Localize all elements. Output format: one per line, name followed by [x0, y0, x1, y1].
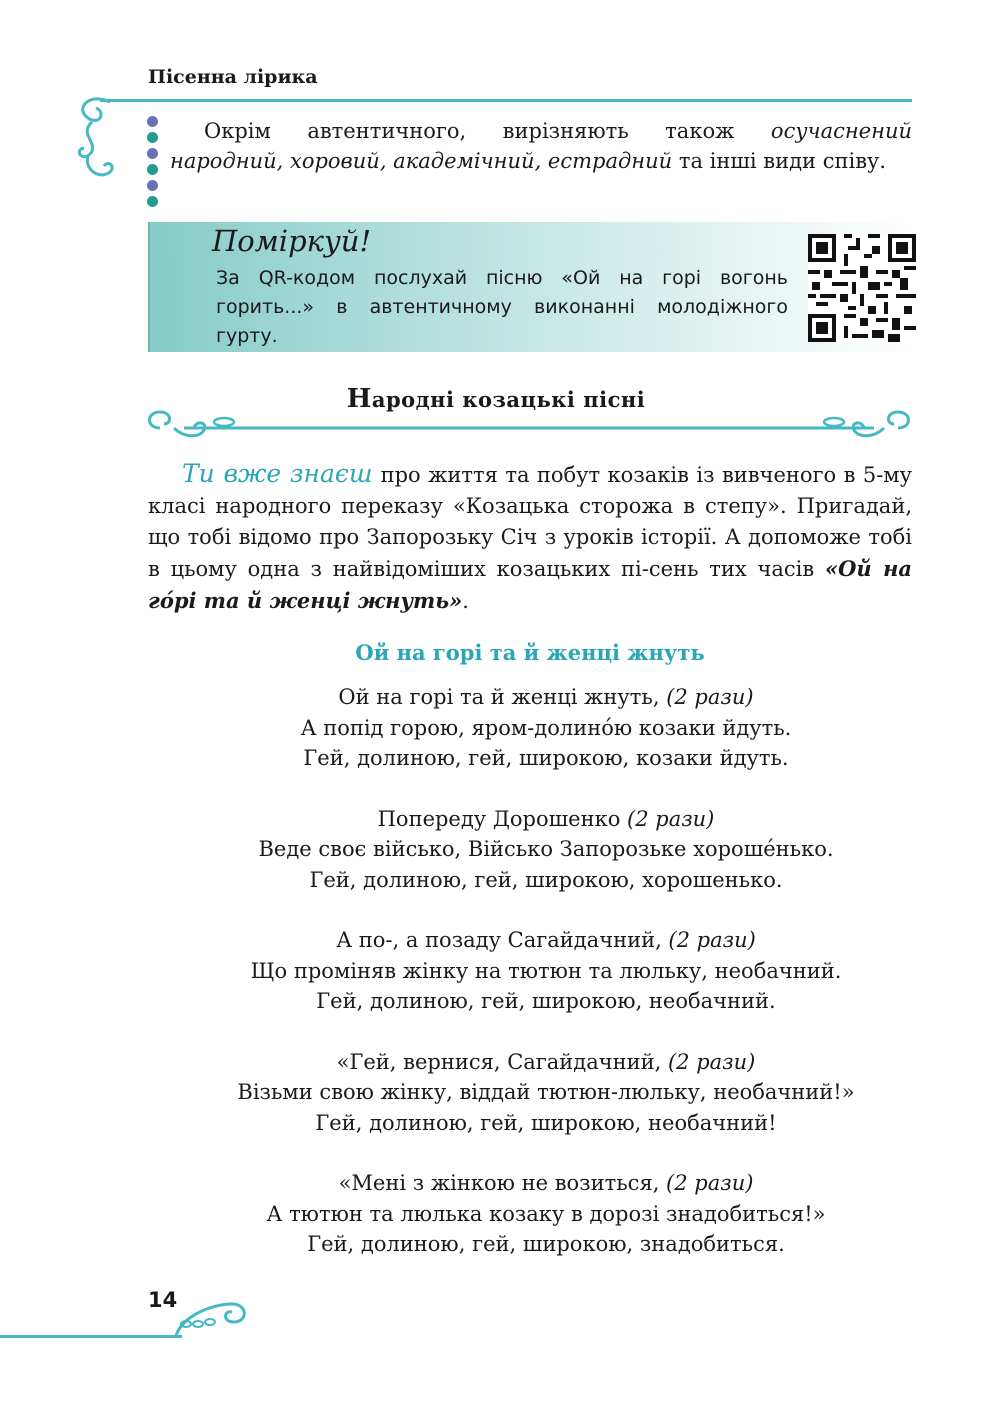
poem — [0, 682, 992, 1290]
poem-stanza: Ой на горі та й женці жнуть, (2 рази) А попід горою, яром-долино́ю козаки йдуть. Гей, долиною, гей, широкою, козаки йдуть. — [300, 685, 792, 770]
footer-rule — [0, 1335, 182, 1338]
page-number: 14 — [148, 1288, 178, 1312]
bullet-dots-icon — [147, 116, 159, 212]
think-text: За QR-кодом послухай пісню «Ой на горі вогонь горить...» в автентичному виконанні молодіжного гурту. — [216, 267, 788, 347]
think-title: Поміркуй! — [212, 224, 372, 258]
poem-stanza: А по-, а позаду Сагайдачний, (2 рази) Що проміняв жінку на тютюн та люльку, необачний. Гей, долиною, гей, широкою, необачний. — [250, 928, 842, 1013]
qr-code-icon[interactable] — [808, 234, 916, 342]
running-header: Пісенна лірика — [148, 66, 318, 88]
swirl-ornament-icon — [70, 94, 130, 194]
poem-stanza: Попереду Дорошенко (2 рази) Веде своє військо, Військо Запорозьке хороше́нько. Гей, долиною, гей, широкою, хорошенько. — [258, 806, 834, 892]
header-rule — [100, 99, 912, 102]
intro-lesson-paragraph: Ти вже знаєш про життя та побут козаків із вивченого в 5-му класі народного переказу «Козацька сторожа в степу». Пригадай, що тобі відомо про Запорозьку Січ з уроків історії. А допоможе тобі в цьому одна з найвідоміших козацьких пі-сень тих часів «Ой на го́рі та й женці жнуть». — [148, 459, 912, 613]
poem-stanza: «Мені з жінкою не возиться, (2 рази) А тютюн та люлька козаку в дорозі знадобиться!» Гей, долиною, гей, широкою, знадобиться. — [266, 1171, 826, 1256]
lead-heading: Ти вже знаєш — [182, 459, 373, 488]
poem-stanza: «Гей, вернися, Сагайдачний, (2 рази) Візьми свою жінку, віддай тютюн-люльку, необачний!» Гей, долиною, гей, широкою, необачний! — [237, 1049, 855, 1135]
poem-title: Ой на горі та й женці жнуть — [355, 640, 705, 665]
intro-paragraph: Окрім автентичного, вирізняють також осучаснений народний, хоровий, академічний, естрадний та інші види співу. — [170, 119, 912, 173]
section-title: Народні козацькі пісні — [346, 384, 646, 414]
title-ornament-icon — [144, 408, 914, 444]
think-box — [148, 222, 914, 352]
footer-swirl-icon — [172, 1296, 252, 1340]
